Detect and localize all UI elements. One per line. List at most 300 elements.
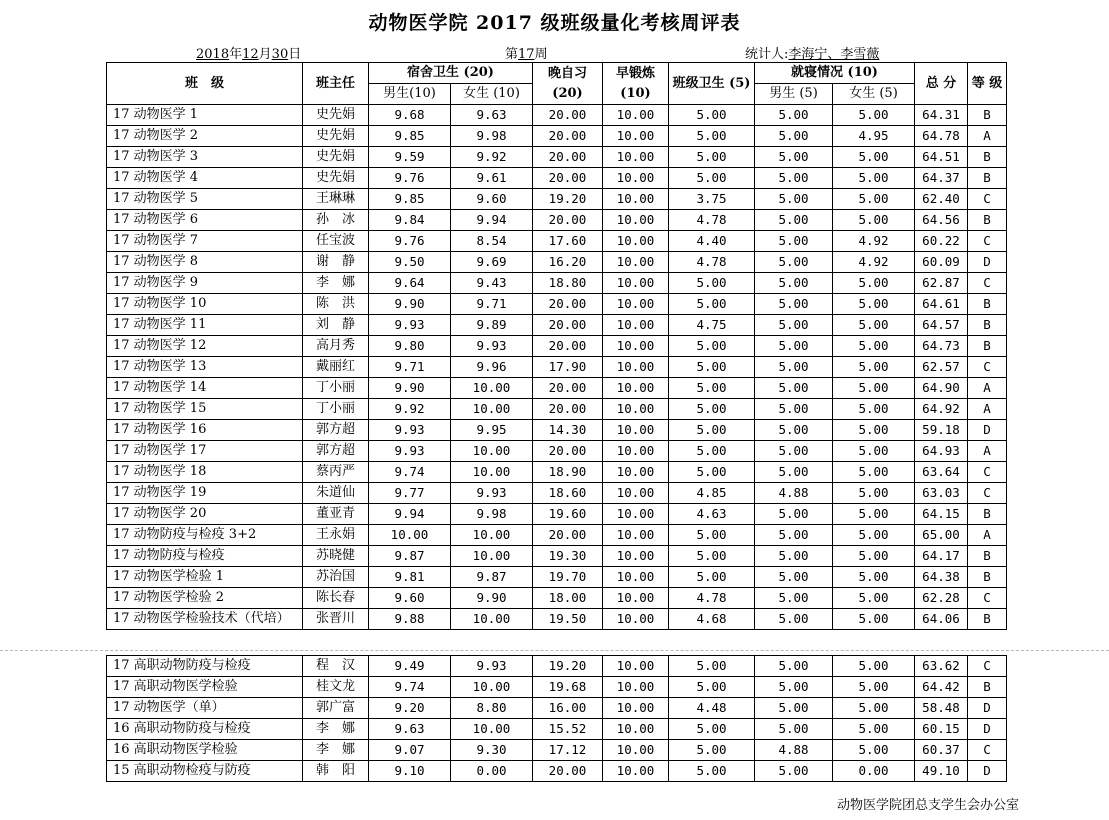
evening-score: 14.30 xyxy=(533,420,603,441)
morning-score: 10.00 xyxy=(603,147,669,168)
sleep-male-score: 5.00 xyxy=(755,126,833,147)
dorm-female-score: 9.30 xyxy=(451,740,533,761)
table-row xyxy=(107,357,1007,378)
evening-score: 20.00 xyxy=(533,525,603,546)
class-name: 17 动物医学 17 xyxy=(107,441,303,462)
morning-score: 10.00 xyxy=(603,315,669,336)
footer-office: 动物医学院团总支学生会办公室 xyxy=(836,798,1019,813)
sleep-male-score: 5.00 xyxy=(755,462,833,483)
morning-score: 10.00 xyxy=(603,441,669,462)
dorm-female-score: 10.00 xyxy=(451,677,533,698)
sleep-female-score: 5.00 xyxy=(833,147,915,168)
class-name: 17 动物医学 6 xyxy=(107,210,303,231)
evening-score: 16.20 xyxy=(533,252,603,273)
class-name: 17 动物医学 1 xyxy=(107,105,303,126)
dorm-female-score: 9.96 xyxy=(451,357,533,378)
teacher-name: 董亚青 xyxy=(303,504,369,525)
total-score: 49.10 xyxy=(915,761,968,782)
header-dorm-male: 男生(10) xyxy=(369,84,451,105)
morning-score: 10.00 xyxy=(603,483,669,504)
class-name: 17 动物医学 18 xyxy=(107,462,303,483)
grade: C xyxy=(968,357,1007,378)
class-hygiene-score: 5.00 xyxy=(669,677,755,698)
table-row xyxy=(107,147,1007,168)
teacher-name: 张晋川 xyxy=(303,609,369,630)
sleep-female-score: 5.00 xyxy=(833,336,915,357)
dorm-female-score: 9.92 xyxy=(451,147,533,168)
morning-score: 10.00 xyxy=(603,189,669,210)
morning-score: 10.00 xyxy=(603,588,669,609)
teacher-name: 郭广富 xyxy=(303,698,369,719)
sleep-female-score: 5.00 xyxy=(833,189,915,210)
class-name: 17 动物医学 20 xyxy=(107,504,303,525)
evening-score: 18.60 xyxy=(533,483,603,504)
dorm-female-score: 9.90 xyxy=(451,588,533,609)
total-score: 63.03 xyxy=(915,483,968,504)
morning-score: 10.00 xyxy=(603,567,669,588)
dorm-female-score: 9.93 xyxy=(451,483,533,504)
morning-score: 10.00 xyxy=(603,294,669,315)
grade: D xyxy=(968,420,1007,441)
header-dorm-female: 女生 (10) xyxy=(451,84,533,105)
sleep-male-score: 5.00 xyxy=(755,357,833,378)
header-total: 总 分 xyxy=(915,63,968,105)
dorm-male-score: 9.64 xyxy=(369,273,451,294)
table-row xyxy=(107,462,1007,483)
dorm-male-score: 9.94 xyxy=(369,504,451,525)
class-name: 17 动物医学 10 xyxy=(107,294,303,315)
score-table xyxy=(106,62,1007,630)
total-score: 63.62 xyxy=(915,656,968,677)
total-score: 64.90 xyxy=(915,378,968,399)
class-hygiene-score: 5.00 xyxy=(669,441,755,462)
table-row xyxy=(107,231,1007,252)
grade: A xyxy=(968,399,1007,420)
dorm-male-score: 9.50 xyxy=(369,252,451,273)
total-score: 64.42 xyxy=(915,677,968,698)
sleep-male-score: 5.00 xyxy=(755,656,833,677)
sleep-male-score: 5.00 xyxy=(755,252,833,273)
table-row xyxy=(107,677,1007,698)
class-hygiene-score: 5.00 xyxy=(669,126,755,147)
class-name: 17 动物医学 5 xyxy=(107,189,303,210)
dorm-male-score: 9.77 xyxy=(369,483,451,504)
table-row xyxy=(107,567,1007,588)
class-hygiene-score: 4.48 xyxy=(669,698,755,719)
sleep-female-score: 5.00 xyxy=(833,420,915,441)
table-row xyxy=(107,588,1007,609)
evening-score: 19.20 xyxy=(533,656,603,677)
grade: B xyxy=(968,546,1007,567)
table-row xyxy=(107,504,1007,525)
total-score: 59.18 xyxy=(915,420,968,441)
class-hygiene-score: 5.00 xyxy=(669,399,755,420)
date-month: 12 xyxy=(242,47,259,62)
grade: D xyxy=(968,719,1007,740)
header-class: 班 级 xyxy=(107,63,303,105)
class-name: 17 动物防疫与检疫 3+2 xyxy=(107,525,303,546)
total-score: 62.40 xyxy=(915,189,968,210)
header-dorm: 宿舍卫生 (20) xyxy=(369,63,533,84)
grade: B xyxy=(968,609,1007,630)
total-score: 64.17 xyxy=(915,546,968,567)
header-class-hygiene: 班级卫生 (5) xyxy=(669,63,755,105)
teacher-name: 王琳琳 xyxy=(303,189,369,210)
teacher-name: 陈 洪 xyxy=(303,294,369,315)
morning-score: 10.00 xyxy=(603,740,669,761)
dorm-female-score: 9.95 xyxy=(451,420,533,441)
class-name: 17 高职动物医学检验 xyxy=(107,677,303,698)
dorm-female-score: 10.00 xyxy=(451,609,533,630)
sleep-female-score: 5.00 xyxy=(833,656,915,677)
grade: B xyxy=(968,147,1007,168)
total-score: 58.48 xyxy=(915,698,968,719)
class-name: 17 动物医学 12 xyxy=(107,336,303,357)
sleep-male-score: 5.00 xyxy=(755,698,833,719)
teacher-name: 朱道仙 xyxy=(303,483,369,504)
date-year-unit: 年 xyxy=(229,47,243,62)
header-teacher: 班主任 xyxy=(303,63,369,105)
dorm-female-score: 9.87 xyxy=(451,567,533,588)
class-name: 17 动物医学 4 xyxy=(107,168,303,189)
dorm-male-score: 9.85 xyxy=(369,189,451,210)
class-hygiene-score: 5.00 xyxy=(669,357,755,378)
evening-score: 20.00 xyxy=(533,105,603,126)
evening-score: 17.12 xyxy=(533,740,603,761)
total-score: 64.61 xyxy=(915,294,968,315)
evening-score: 19.70 xyxy=(533,567,603,588)
header-evening: 晚自习 (20) xyxy=(533,63,603,105)
grade: B xyxy=(968,504,1007,525)
morning-score: 10.00 xyxy=(603,168,669,189)
statistician-names: 李海宁、李雪薇 xyxy=(788,47,880,62)
week-prefix: 第 xyxy=(505,47,519,62)
morning-score: 10.00 xyxy=(603,546,669,567)
date-day-unit: 日 xyxy=(288,47,302,62)
dorm-female-score: 9.89 xyxy=(451,315,533,336)
teacher-name: 谢 静 xyxy=(303,252,369,273)
sleep-female-score: 5.00 xyxy=(833,677,915,698)
dorm-female-score: 9.93 xyxy=(451,656,533,677)
sleep-male-score: 5.00 xyxy=(755,189,833,210)
evening-score: 20.00 xyxy=(533,441,603,462)
report-date xyxy=(196,43,301,62)
class-name: 16 高职动物防疫与检疫 xyxy=(107,719,303,740)
class-name: 17 动物医学 19 xyxy=(107,483,303,504)
table-row xyxy=(107,698,1007,719)
sleep-male-score: 5.00 xyxy=(755,441,833,462)
dorm-female-score: 10.00 xyxy=(451,546,533,567)
class-name: 17 动物医学检验 1 xyxy=(107,567,303,588)
class-hygiene-score: 5.00 xyxy=(669,546,755,567)
class-hygiene-score: 5.00 xyxy=(669,567,755,588)
class-hygiene-score: 5.00 xyxy=(669,168,755,189)
table-row xyxy=(107,189,1007,210)
total-score: 64.15 xyxy=(915,504,968,525)
total-score: 64.57 xyxy=(915,315,968,336)
dorm-male-score: 9.84 xyxy=(369,210,451,231)
sleep-female-score: 5.00 xyxy=(833,546,915,567)
sleep-female-score: 5.00 xyxy=(833,698,915,719)
teacher-name: 史先娟 xyxy=(303,168,369,189)
morning-score: 10.00 xyxy=(603,357,669,378)
total-score: 64.93 xyxy=(915,441,968,462)
table-row xyxy=(107,399,1007,420)
sleep-female-score: 5.00 xyxy=(833,567,915,588)
grade: B xyxy=(968,567,1007,588)
dorm-female-score: 10.00 xyxy=(451,719,533,740)
sleep-male-score: 5.00 xyxy=(755,105,833,126)
dorm-male-score: 9.74 xyxy=(369,677,451,698)
class-name: 15 高职动物检疫与防疫 xyxy=(107,761,303,782)
dorm-male-score: 9.92 xyxy=(369,399,451,420)
sleep-male-score: 5.00 xyxy=(755,294,833,315)
sleep-female-score: 5.00 xyxy=(833,210,915,231)
report-week xyxy=(505,43,548,62)
sleep-male-score: 5.00 xyxy=(755,609,833,630)
dorm-female-score: 10.00 xyxy=(451,399,533,420)
sleep-female-score: 5.00 xyxy=(833,462,915,483)
sleep-male-score: 5.00 xyxy=(755,719,833,740)
teacher-name: 高月秀 xyxy=(303,336,369,357)
grade: B xyxy=(968,336,1007,357)
teacher-name: 丁小丽 xyxy=(303,378,369,399)
grade: C xyxy=(968,189,1007,210)
header-grade: 等 级 xyxy=(968,63,1007,105)
dorm-female-score: 9.60 xyxy=(451,189,533,210)
morning-score: 10.00 xyxy=(603,462,669,483)
sleep-male-score: 5.00 xyxy=(755,525,833,546)
table-row xyxy=(107,210,1007,231)
table-row xyxy=(107,105,1007,126)
class-name: 17 动物医学 15 xyxy=(107,399,303,420)
class-hygiene-score: 4.40 xyxy=(669,231,755,252)
evening-score: 18.80 xyxy=(533,273,603,294)
class-name: 17 动物医学检验 2 xyxy=(107,588,303,609)
teacher-name: 苏晓健 xyxy=(303,546,369,567)
sleep-female-score: 5.00 xyxy=(833,719,915,740)
sleep-male-score: 5.00 xyxy=(755,588,833,609)
table-row xyxy=(107,252,1007,273)
grade: D xyxy=(968,252,1007,273)
sleep-male-score: 4.88 xyxy=(755,483,833,504)
total-score: 64.37 xyxy=(915,168,968,189)
class-name: 17 动物医学 14 xyxy=(107,378,303,399)
total-score: 62.57 xyxy=(915,357,968,378)
morning-score: 10.00 xyxy=(603,399,669,420)
dorm-male-score: 9.76 xyxy=(369,168,451,189)
morning-score: 10.00 xyxy=(603,525,669,546)
class-hygiene-score: 5.00 xyxy=(669,147,755,168)
grade: A xyxy=(968,378,1007,399)
total-score: 64.56 xyxy=(915,210,968,231)
morning-score: 10.00 xyxy=(603,210,669,231)
sleep-male-score: 4.88 xyxy=(755,740,833,761)
sleep-male-score: 5.00 xyxy=(755,336,833,357)
teacher-name: 戴丽红 xyxy=(303,357,369,378)
evening-score: 19.30 xyxy=(533,546,603,567)
table-row xyxy=(107,525,1007,546)
class-hygiene-score: 5.00 xyxy=(669,719,755,740)
grade: A xyxy=(968,126,1007,147)
grade: C xyxy=(968,231,1007,252)
grade: D xyxy=(968,698,1007,719)
evening-score: 19.50 xyxy=(533,609,603,630)
sleep-male-score: 5.00 xyxy=(755,546,833,567)
class-hygiene-score: 4.78 xyxy=(669,210,755,231)
morning-score: 10.00 xyxy=(603,609,669,630)
class-hygiene-score: 4.68 xyxy=(669,609,755,630)
morning-score: 10.00 xyxy=(603,231,669,252)
class-name: 17 动物医学 9 xyxy=(107,273,303,294)
sleep-male-score: 5.00 xyxy=(755,504,833,525)
table-row xyxy=(107,609,1007,630)
class-hygiene-score: 4.63 xyxy=(669,504,755,525)
class-name: 17 动物防疫与检疫 xyxy=(107,546,303,567)
dorm-male-score: 9.93 xyxy=(369,420,451,441)
table-row xyxy=(107,546,1007,567)
class-hygiene-score: 5.00 xyxy=(669,656,755,677)
class-name: 17 动物医学检验技术（代培） xyxy=(107,609,303,630)
morning-score: 10.00 xyxy=(603,273,669,294)
teacher-name: 史先娟 xyxy=(303,105,369,126)
table-row xyxy=(107,740,1007,761)
morning-score: 10.00 xyxy=(603,698,669,719)
sleep-male-score: 5.00 xyxy=(755,567,833,588)
morning-score: 10.00 xyxy=(603,677,669,698)
dorm-female-score: 9.61 xyxy=(451,168,533,189)
week-number: 17 xyxy=(518,47,535,62)
score-table-continued xyxy=(106,655,1007,782)
dorm-male-score: 9.59 xyxy=(369,147,451,168)
sleep-female-score: 4.92 xyxy=(833,252,915,273)
evening-score: 20.00 xyxy=(533,147,603,168)
sleep-female-score: 5.00 xyxy=(833,378,915,399)
total-score: 60.37 xyxy=(915,740,968,761)
teacher-name: 郭方超 xyxy=(303,441,369,462)
sleep-male-score: 5.00 xyxy=(755,761,833,782)
table-row xyxy=(107,126,1007,147)
evening-score: 20.00 xyxy=(533,399,603,420)
evening-score: 16.00 xyxy=(533,698,603,719)
class-hygiene-score: 5.00 xyxy=(669,294,755,315)
sleep-female-score: 5.00 xyxy=(833,399,915,420)
dorm-male-score: 9.10 xyxy=(369,761,451,782)
dorm-male-score: 9.63 xyxy=(369,719,451,740)
dorm-male-score: 9.88 xyxy=(369,609,451,630)
sleep-male-score: 5.00 xyxy=(755,231,833,252)
table-row xyxy=(107,761,1007,782)
teacher-name: 李 娜 xyxy=(303,719,369,740)
sleep-male-score: 5.00 xyxy=(755,210,833,231)
teacher-name: 史先娟 xyxy=(303,147,369,168)
sleep-male-score: 5.00 xyxy=(755,273,833,294)
sleep-female-score: 5.00 xyxy=(833,273,915,294)
class-name: 17 动物医学 3 xyxy=(107,147,303,168)
teacher-name: 任宝波 xyxy=(303,231,369,252)
class-name: 17 动物医学 7 xyxy=(107,231,303,252)
class-hygiene-score: 5.00 xyxy=(669,761,755,782)
class-hygiene-score: 5.00 xyxy=(669,336,755,357)
morning-score: 10.00 xyxy=(603,336,669,357)
table-row xyxy=(107,315,1007,336)
table-row xyxy=(107,168,1007,189)
table-row xyxy=(107,336,1007,357)
dorm-male-score: 9.90 xyxy=(369,378,451,399)
class-hygiene-score: 4.78 xyxy=(669,588,755,609)
evening-score: 19.20 xyxy=(533,189,603,210)
class-hygiene-score: 4.78 xyxy=(669,252,755,273)
class-name: 17 动物医学 11 xyxy=(107,315,303,336)
class-name: 17 动物医学 8 xyxy=(107,252,303,273)
class-hygiene-score: 4.75 xyxy=(669,315,755,336)
table-row xyxy=(107,719,1007,740)
evening-score: 19.60 xyxy=(533,504,603,525)
dorm-female-score: 10.00 xyxy=(451,525,533,546)
header-sleep: 就寝情况 (10) xyxy=(755,63,915,84)
teacher-name: 孙 冰 xyxy=(303,210,369,231)
grade: B xyxy=(968,168,1007,189)
dorm-male-score: 9.68 xyxy=(369,105,451,126)
grade: D xyxy=(968,761,1007,782)
morning-score: 10.00 xyxy=(603,252,669,273)
total-score: 64.73 xyxy=(915,336,968,357)
grade: C xyxy=(968,273,1007,294)
evening-score: 20.00 xyxy=(533,126,603,147)
evening-score: 20.00 xyxy=(533,761,603,782)
table-body-continued xyxy=(107,656,1007,782)
sleep-male-score: 5.00 xyxy=(755,677,833,698)
teacher-name: 郭方超 xyxy=(303,420,369,441)
morning-score: 10.00 xyxy=(603,656,669,677)
grade: B xyxy=(968,315,1007,336)
table-row xyxy=(107,420,1007,441)
dorm-male-score: 9.74 xyxy=(369,462,451,483)
class-name: 17 高职动物防疫与检疫 xyxy=(107,656,303,677)
dorm-female-score: 8.54 xyxy=(451,231,533,252)
total-score: 64.78 xyxy=(915,126,968,147)
dorm-male-score: 9.93 xyxy=(369,315,451,336)
statistician xyxy=(745,43,879,62)
table-row xyxy=(107,294,1007,315)
teacher-name: 苏治国 xyxy=(303,567,369,588)
total-score: 65.00 xyxy=(915,525,968,546)
dorm-male-score: 9.90 xyxy=(369,294,451,315)
class-hygiene-score: 5.00 xyxy=(669,273,755,294)
class-hygiene-score: 5.00 xyxy=(669,105,755,126)
date-month-unit: 月 xyxy=(258,47,272,62)
sleep-female-score: 5.00 xyxy=(833,588,915,609)
evening-score: 18.00 xyxy=(533,588,603,609)
dorm-male-score: 9.76 xyxy=(369,231,451,252)
morning-score: 10.00 xyxy=(603,761,669,782)
sleep-male-score: 5.00 xyxy=(755,399,833,420)
dorm-female-score: 9.43 xyxy=(451,273,533,294)
morning-score: 10.00 xyxy=(603,504,669,525)
class-hygiene-score: 4.85 xyxy=(669,483,755,504)
evening-score: 20.00 xyxy=(533,315,603,336)
dorm-female-score: 10.00 xyxy=(451,378,533,399)
class-hygiene-score: 5.00 xyxy=(669,525,755,546)
morning-score: 10.00 xyxy=(603,378,669,399)
header-sleep-female: 女生 (5) xyxy=(833,84,915,105)
teacher-name: 李 娜 xyxy=(303,740,369,761)
evening-score: 19.68 xyxy=(533,677,603,698)
total-score: 60.22 xyxy=(915,231,968,252)
teacher-name: 丁小丽 xyxy=(303,399,369,420)
dorm-female-score: 10.00 xyxy=(451,441,533,462)
total-score: 62.87 xyxy=(915,273,968,294)
